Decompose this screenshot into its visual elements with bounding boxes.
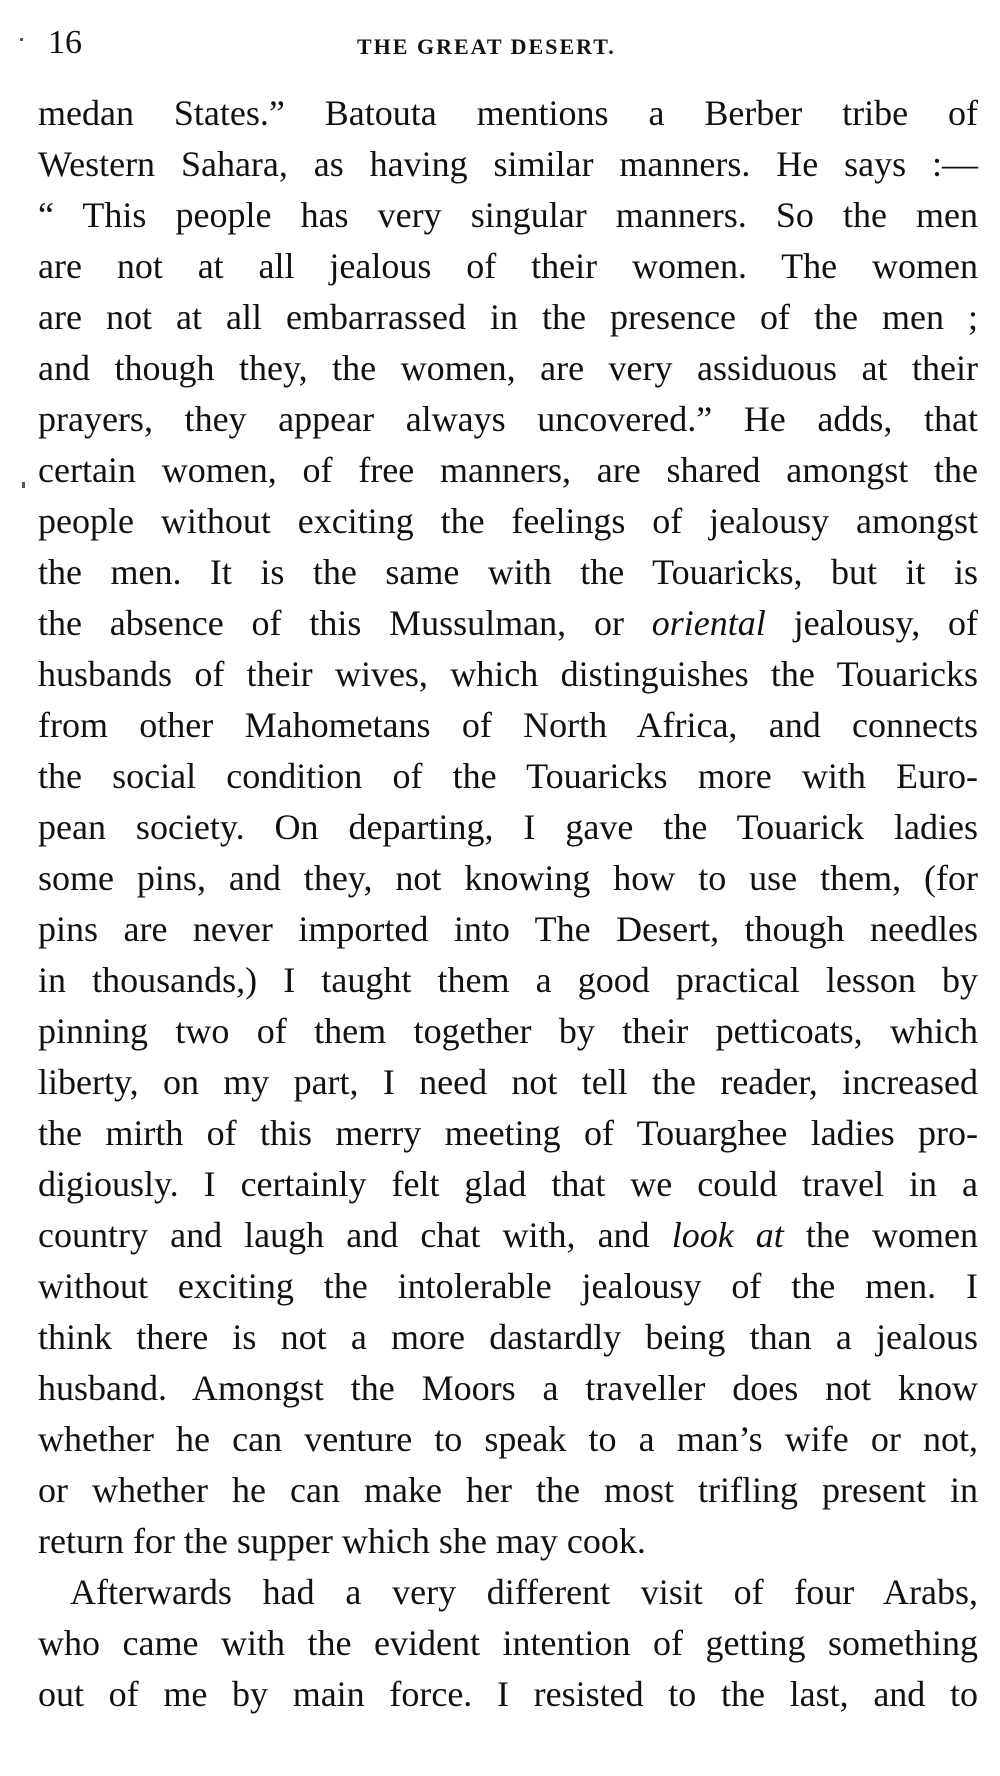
text-line: or whether he can make her the most trifling present in <box>38 1470 978 1510</box>
text-line: from other Mahometans of North Africa, and connects <box>38 705 978 745</box>
margin-mark <box>22 482 25 488</box>
text-segment: country and laugh and chat with, and <box>38 1215 650 1255</box>
text-line: pean society. On departing, I gave the Touarick ladies <box>38 807 978 847</box>
text-line: are not at all embarrassed in the presence of the men ; <box>38 297 978 337</box>
text-line: and though they, the women, are very assiduous at their <box>38 348 978 388</box>
text-line: the men. It is the same with the Touaricks, but it is <box>38 552 978 592</box>
text-line: prayers, they appear always uncovered.” He adds, that <box>38 399 978 439</box>
text-line-with-italic <box>38 1210 978 1261</box>
text-line: in thousands,) I taught them a good practical lesson by <box>38 960 978 1000</box>
text-line: whether he can venture to speak to a man’s wife or not, <box>38 1419 978 1459</box>
text-line: think there is not a more dastardly being than a jealous <box>38 1317 978 1357</box>
text-line: people without exciting the feelings of jealousy amongst <box>38 501 978 541</box>
text-line: some pins, and they, not knowing how to use them, (for <box>38 858 978 898</box>
text-segment: jealousy, of <box>793 603 979 643</box>
text-line: pinning two of them together by their petticoats, which <box>38 1011 978 1051</box>
text-segment: the women <box>805 1215 978 1255</box>
text-line-with-italic <box>38 598 978 649</box>
italic-word: oriental <box>651 603 766 643</box>
text-line: the social condition of the Touaricks more with Euro- <box>38 756 978 796</box>
text-line: medan States.” Batouta mentions a Berber tribe of <box>38 93 978 133</box>
page-header <box>42 20 982 80</box>
text-line: are not at all jealous of their women. The women <box>38 246 978 286</box>
margin-mark <box>20 38 23 41</box>
text-line: digiously. I certainly felt glad that we could travel in a <box>38 1164 978 1204</box>
text-line: Western Sahara, as having similar manners. He says :— <box>38 144 978 184</box>
text-line: liberty, on my part, I need not tell the reader, increased <box>38 1062 978 1102</box>
text-line: the mirth of this merry meeting of Touarghee ladies pro- <box>38 1113 978 1153</box>
text-line: certain women, of free manners, are shared amongst the <box>38 450 978 490</box>
text-line: husbands of their wives, which distinguishes the Touaricks <box>38 654 978 694</box>
text-line: husband. Amongst the Moors a traveller does not know <box>38 1368 978 1408</box>
text-line: out of me by main force. I resisted to the last, and to <box>38 1674 978 1714</box>
italic-phrase: look at <box>671 1215 784 1255</box>
running-title: THE GREAT DESERT. <box>357 34 616 59</box>
page-number: 16 <box>48 24 82 61</box>
text-line: who came with the evident intention of getting something <box>38 1623 978 1663</box>
body-text <box>38 88 978 1720</box>
text-line: pins are never imported into The Desert, though needles <box>38 909 978 949</box>
text-line: “ This people has very singular manners. So the men <box>38 195 978 235</box>
text-line: without exciting the intolerable jealousy of the men. I <box>38 1266 978 1306</box>
paragraph-start-line: Afterwards had a very different visit of four Arabs, <box>70 1572 978 1612</box>
text-segment: the absence of this Mussulman, or <box>38 603 624 643</box>
paragraph-end-line: return for the supper which she may cook. <box>38 1521 646 1561</box>
